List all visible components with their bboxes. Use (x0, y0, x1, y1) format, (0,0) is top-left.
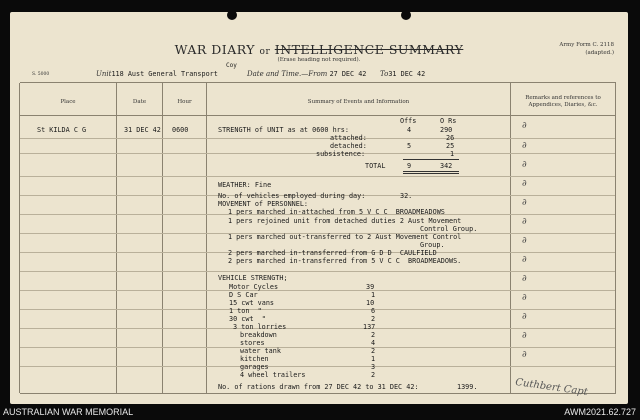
movement-line: 1 pers marched out-transferred to 2 Aust Movement Control (228, 233, 462, 241)
entry-date: 31 DEC 42 (124, 126, 161, 134)
date-from-value: 27 DEC 42 (329, 70, 367, 78)
vehicle-count: 2 (371, 315, 376, 323)
tick-mark: ∂ (522, 350, 527, 360)
vehicle-name: stores (240, 339, 265, 347)
vehicle-name: water tank (240, 347, 281, 355)
strength-offs-header: Offs (400, 117, 417, 125)
date-to-value: 31 DEC 42 (388, 70, 426, 78)
date-from-label: Date and Time.—From (247, 70, 328, 78)
unit-field (96, 70, 218, 78)
strength-row-label: subsistence: (316, 150, 366, 158)
punch-hole (227, 10, 237, 20)
vehicle-count: 137 (363, 323, 376, 331)
form-title (10, 42, 628, 57)
rations-line: No. of rations drawn from 27 DEC 42 to 31 DEC 42: (218, 383, 419, 391)
vehicle-count: 10 (366, 299, 375, 307)
vehicle-strength-title: VEHICLE STRENGTH; (218, 274, 288, 282)
vehicle-name: 1 ton " (229, 307, 262, 315)
vehicle-count: 2 (371, 331, 376, 339)
movement-line: Control Group. (420, 225, 478, 233)
vehicle-count: 39 (366, 283, 375, 291)
tick-mark: ∂ (522, 331, 527, 341)
strength-row-ors: 290 (440, 126, 453, 134)
vehicle-count: 1 (371, 291, 376, 299)
unit-label: Unit (96, 70, 112, 78)
vehicle-count: 4 (371, 339, 376, 347)
unit-suffix: Coy (226, 62, 237, 69)
col-header-place: Place (60, 99, 76, 105)
form-print-number: S. 5000 (32, 72, 50, 77)
tick-mark: ∂ (522, 293, 527, 303)
vehicle-name: D S Car (229, 291, 258, 299)
movement-title: MOVEMENT of PERSONNEL: (218, 200, 309, 208)
tick-mark: ∂ (522, 255, 527, 265)
handwritten-signature: Cuthbert Capt (514, 376, 589, 399)
tick-mark: ∂ (522, 217, 527, 227)
unit-value: 118 Aust General Transport (111, 70, 218, 78)
strength-ors-header: O Rs (440, 117, 457, 125)
strength-row-label: STRENGTH of UNIT as at 0600 hrs: (218, 126, 349, 134)
rations-value: 1399. (457, 383, 478, 391)
col-header-remarks: Remarks and references to (525, 95, 601, 101)
col-header-date: Date (132, 99, 147, 105)
footer-archive-id: AWM2021.62.727 (564, 407, 636, 417)
movement-line: Group. (420, 241, 445, 249)
movement-line: 1 pers rejoined unit from detached duties 2 Aust Movement (228, 217, 462, 225)
strength-row-ors: 1 (450, 150, 455, 158)
vehicles-employed-label: No. of vehicles employed during day: (218, 192, 366, 200)
date-range-field (247, 70, 366, 78)
strength-row-ors: 26 (446, 134, 455, 142)
army-form-number: Army Form C. 2118 (559, 42, 614, 48)
army-form-ref (559, 41, 614, 57)
footer-archive-name: AUSTRALIAN WAR MEMORIAL (3, 407, 134, 417)
tick-mark: ∂ (522, 179, 527, 189)
form-subtitle: (Erase heading not required). (277, 57, 361, 63)
col-header-remarks-2: Appendices, Diaries, &c. (528, 102, 598, 108)
vehicle-count: 1 (371, 355, 376, 363)
tick-mark: ∂ (522, 274, 527, 284)
tick-mark: ∂ (522, 312, 527, 322)
diary-table (20, 82, 616, 394)
vehicle-name: Motor Cycles (229, 283, 279, 291)
tick-mark: ∂ (522, 198, 527, 208)
tick-mark: ∂ (522, 141, 527, 151)
strength-row-label: attached: (330, 134, 367, 142)
strength-row-offs: 5 (407, 142, 412, 150)
tick-mark: ∂ (522, 236, 527, 246)
vehicle-name: 15 cwt vans (229, 299, 275, 307)
war-diary-page (10, 12, 628, 404)
vehicle-count: 2 (371, 371, 376, 379)
date-to-field (380, 70, 425, 78)
tick-mark: ∂ (522, 121, 527, 131)
vehicle-name: 30 cwt " (229, 315, 266, 323)
movement-line: 2 pers marched in-transferred from 5 V C C BROADMEADOWS. (228, 257, 462, 265)
entry-place: St KILDA C G (37, 126, 87, 134)
entry-hour: 0600 (172, 126, 189, 134)
movement-line: 2 pers marched in-transferred from G D D CAULFIELD (228, 249, 437, 257)
title-war-diary: WAR DIARY (174, 42, 256, 57)
vehicle-name: 4 wheel trailers (240, 371, 306, 379)
vehicle-count: 2 (371, 347, 376, 355)
vehicles-employed-value: 32. (400, 192, 413, 200)
col-header-hour: Hour (177, 99, 192, 105)
vehicle-name: garages (240, 363, 269, 371)
strength-total-ors: 342 (440, 162, 453, 170)
strength-row-label: detached: (330, 142, 367, 150)
strength-total-label: TOTAL (365, 162, 386, 170)
tick-mark: ∂ (522, 160, 527, 170)
weather-line: WEATHER: Fine (218, 181, 272, 189)
army-form-adapted: (adapted.) (585, 50, 614, 56)
vehicle-count: 3 (371, 363, 376, 371)
vehicle-name: kitchen (240, 355, 269, 363)
strength-total-offs: 9 (407, 162, 412, 170)
title-or: or (259, 47, 271, 57)
punch-hole (401, 10, 411, 20)
date-to-label: To (380, 70, 389, 78)
vehicle-name: breakdown (240, 331, 277, 339)
movement-line: 1 pers marched in-attached from 5 V C C BROADMEADOWS (228, 208, 445, 216)
col-header-summary: Summary of Events and Information (307, 99, 410, 105)
vehicle-name: 3 ton lorries (233, 323, 287, 331)
strength-row-ors: 25 (446, 142, 455, 150)
vehicle-count: 6 (371, 307, 376, 315)
title-struck-intelligence: INTELLIGENCE SUMMARY (274, 42, 464, 57)
strength-row-offs: 4 (407, 126, 412, 134)
